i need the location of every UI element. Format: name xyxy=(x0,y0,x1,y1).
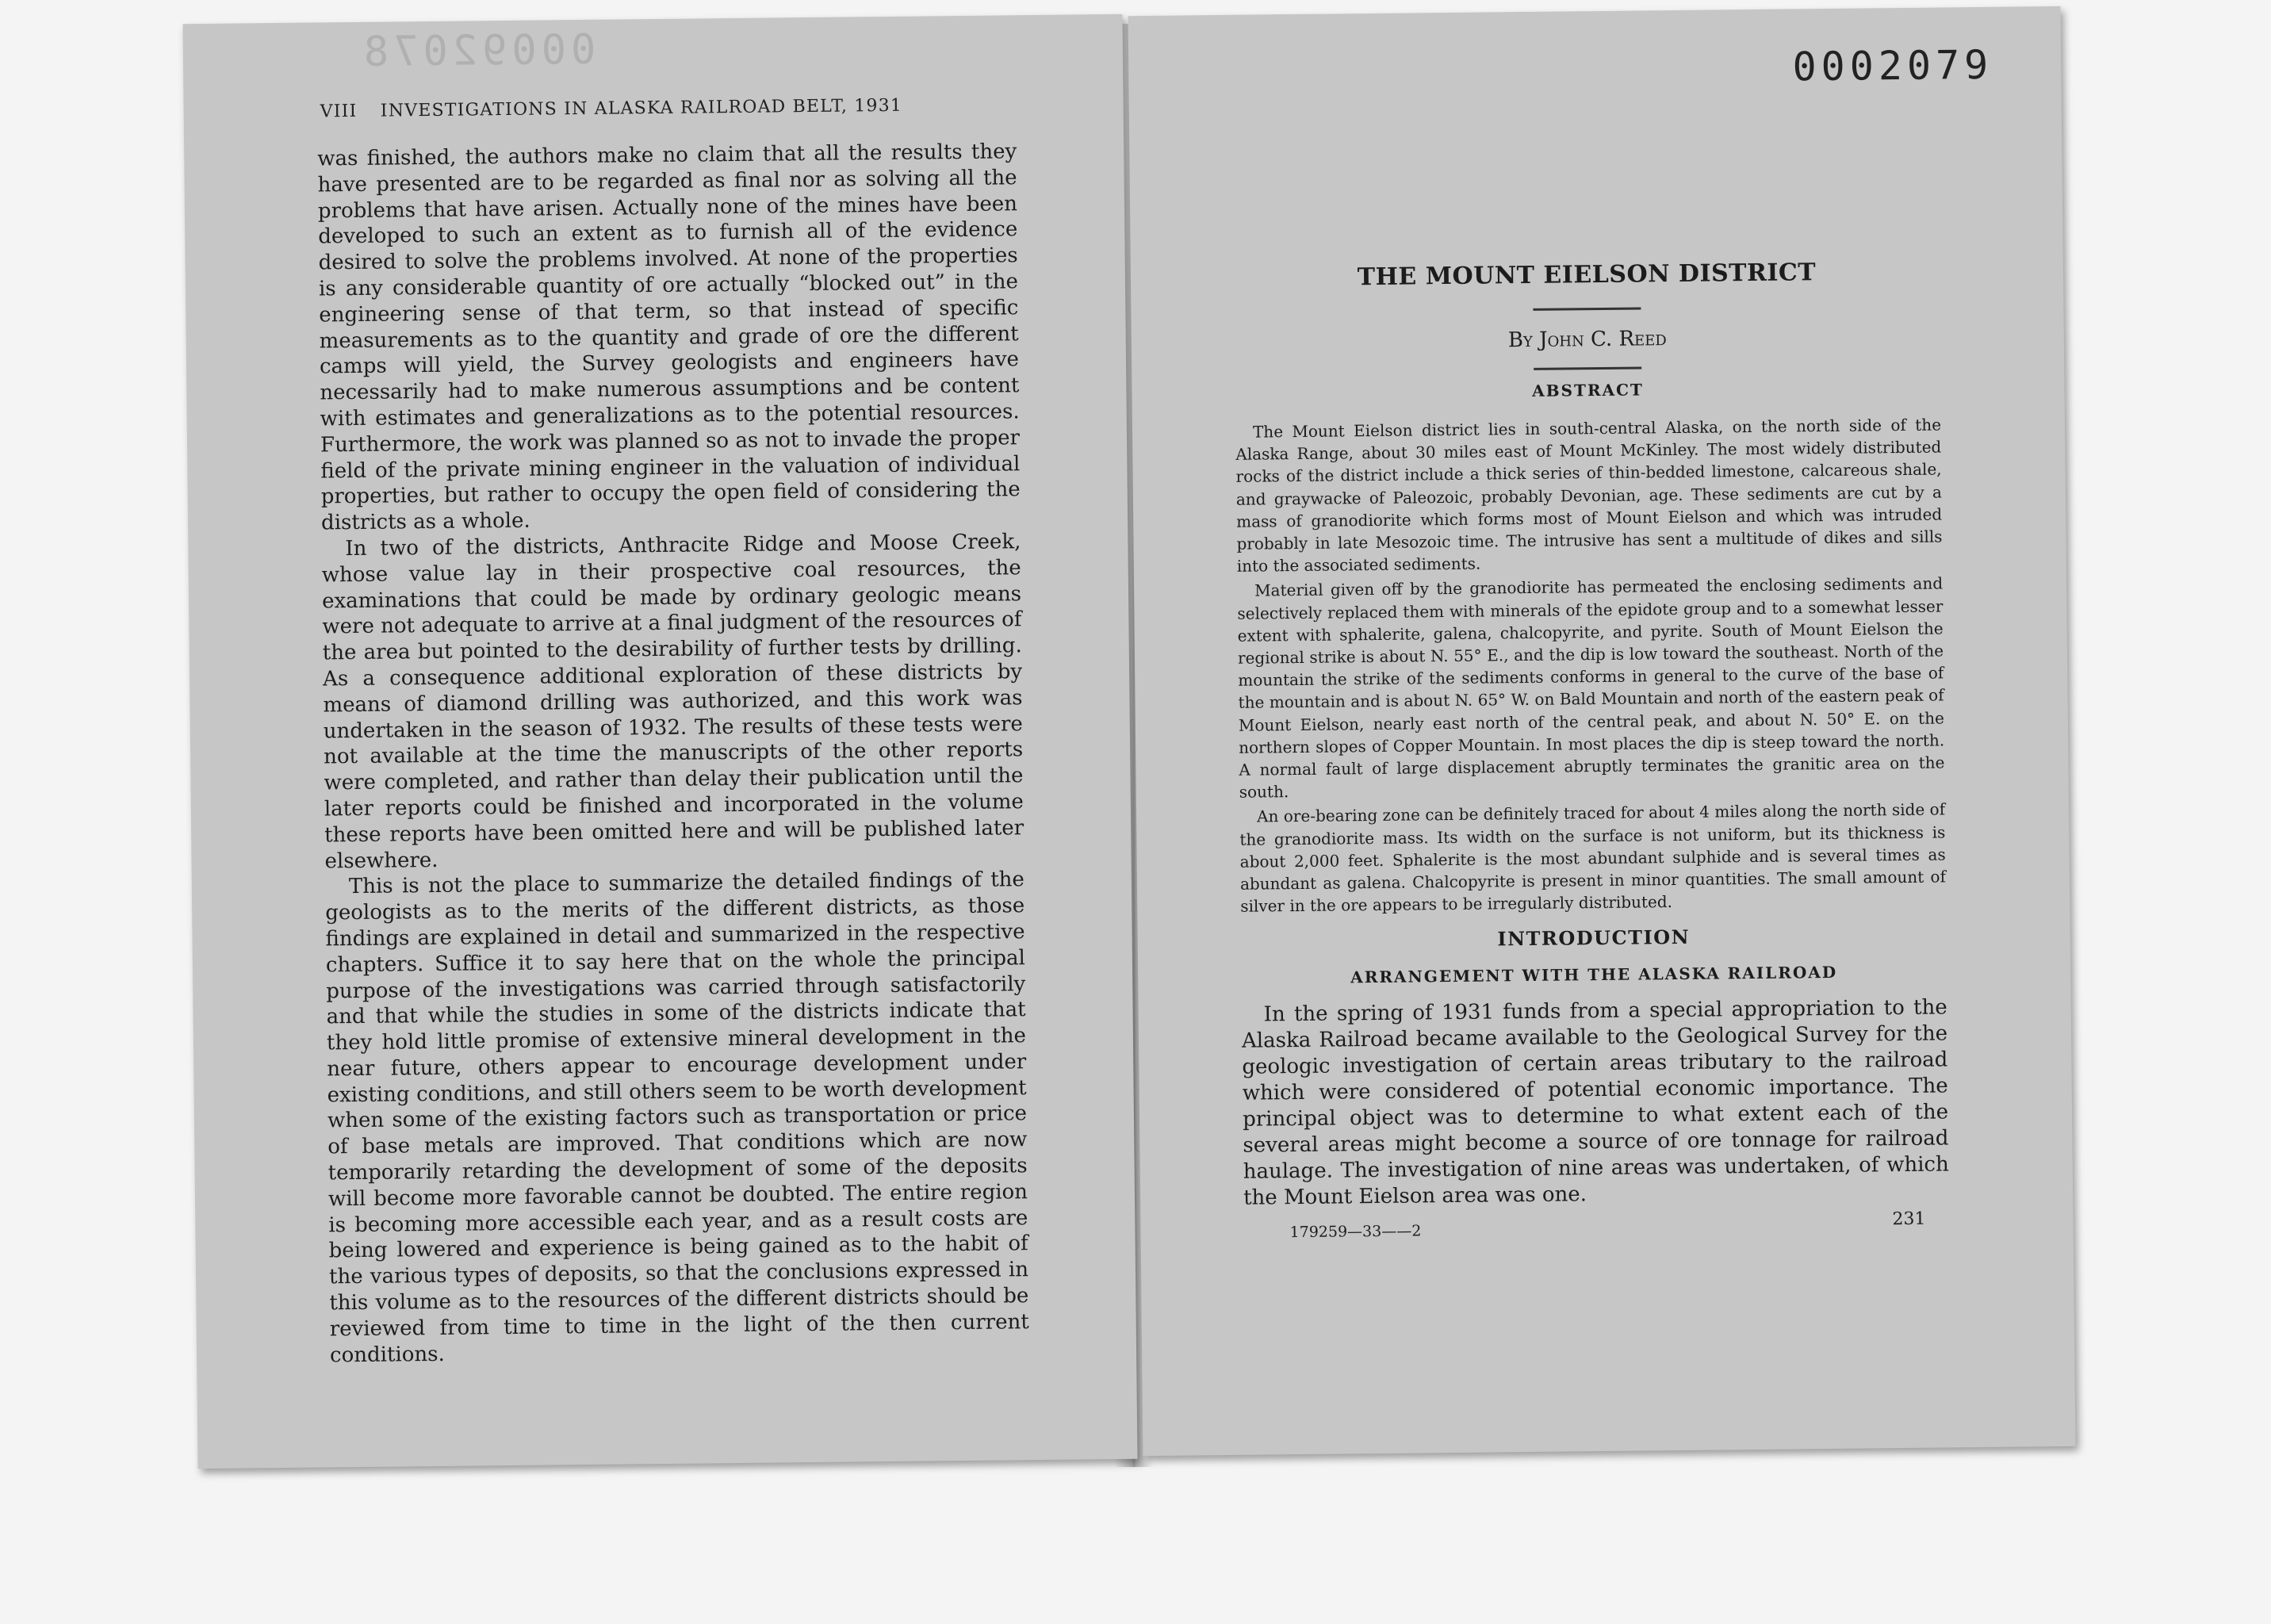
intro-paragraph: In the spring of 1931 funds from a special appropriation to the Alaska Railroad became available to the Geological Survey for the geologic investigation of certain areas tributary to the railroad which were considered of potential economic importance. The principal object was to determine to what extent each of the several areas might become a source of ore tonnage for railroad haulage. The investigation of nine areas was undertaken, of which the Mount Eielson area was one. xyxy=(1241,995,1949,1211)
paragraph: This is not the place to summarize the detailed findings of the geologists as to the merits of the different districts, as those findings are explained in detail and summarized in the respective chapters. Suffice it to say here that on the whole the principal purpose of the investigations was carried through satisfactorily and that while the studies in some of the districts indicate that they hold little promise of extensive mineral development in the near future, others appear to encourage development under existing conditions, and still others seem to be worth development when some of the existing factors such as transportation or price of base metals are improved. That conditions which are now temporarily retarding the development of some of the deposits will become more favorable cannot be doubted. The entire region is becoming more accessible each year, and as a result costs are being lowered and experience is being gained as to the habit of the various types of deposits, so that the conclusions expressed in this volume as to the resources of the different districts should be reviewed from time to time in the light of the then current conditions. xyxy=(325,868,1029,1368)
page-folio: VIII xyxy=(320,101,358,122)
chapter-title: THE MOUNT EIELSON DISTRICT xyxy=(1357,259,1817,292)
abstract-paragraph: The Mount Eielson district lies in south-central Alaska, on the north side of the Alaska Range, about 30 miles east of Mount McKinley. The most widely distributed rocks of the district include a thick series of thin-bedded limestone, calcareous shale, and graywacke of Paleozoic, probably Devonian, age. These sediments are cut by a mass of granodiorite which forms most of Mount Eielson and which was intruded probably in late Mesozoic time. The intrusive has sent a multitude of dikes and sills into the associated sediments. xyxy=(1235,415,1943,576)
right-page xyxy=(1128,6,2076,1456)
page-footer xyxy=(1243,1209,1949,1247)
paragraph: was finished, the authors make no claim that all the results they have presented are to be regarded as final nor as solving all the problems that have arisen. Actually none of the mines have been developed to such an extent as to furnish all of the evidence desired to solve the problems involved. At none of the properties is any considerable quantity of ore actually “blocked out” in the engineering sense of that term, so that instead of specific measurements as to the quantity and grade of ore the different camps will yield, the Survey geologists and engineers have necessarily had to make numerous assumptions and be content with estimates and generalizations as to the potential resources. Furthermore, the work was planned so as not to invade the proper field of the private mining engineer in the valuation of individual properties, but rather to occupy the open field of considering the districts as a whole. xyxy=(317,140,1021,535)
paragraph: In two of the districts, Anthracite Ridge and Moose Creek, whose value lay in their prospective coal resources, the examinations that could be made by ordinary geologic means were not adequate to arrive at a final judgment of the resources of the area but pointed to the desirability of further tests by drilling. As a consequence additional exploration of these districts by means of diamond drilling was authorized, and this work was undertaken in the season of 1932. The results of these tests were not available at the time the manuscripts of the other reports were completed, and rather than delay their publication until the later reports could be finished and incorporated in the volume these reports have been omitted here and will be published later elsewhere. xyxy=(321,530,1024,873)
page-number: 231 xyxy=(1892,1209,1926,1230)
section-subheading: ARRANGEMENT WITH THE ALASKA RAILROAD xyxy=(1350,963,1838,987)
running-head xyxy=(320,94,1055,122)
left-page xyxy=(182,14,1137,1469)
abstract-heading: ABSTRACT xyxy=(1532,380,1644,400)
abstract xyxy=(1235,413,1947,917)
introduction xyxy=(1242,995,1950,1212)
running-head-title: INVESTIGATIONS IN ALASKA RAILROAD BELT, 1931 xyxy=(380,95,903,121)
introduction-heading: INTRODUCTION xyxy=(1497,925,1691,951)
bleed-through-stamp: 00092078 xyxy=(358,25,596,76)
abstract-paragraph: Material given off by the granodiorite has permeated the enclosing sediments and selectively replaced them with minerals of the epidote group and to a somewhat lesser extent with sphalerite, galena, chalcopyrite, and pyrite. South of Mount Eielson the regional strike is about N. 55° E., and the dip is low toward the southeast. North of the mountain the strike of the sediments conforms in general to the curve of the base of the mountain and is about N. 65° W. on Bald Mountain and north of the eastern peak of Mount Eielson, nearly east north of the central peak, and about N. 50° E. on the northern slopes of Copper Mountain. In most places the dip is steep toward the north. A normal fault of large displacement abruptly terminates the granitic area on the south. xyxy=(1237,573,1945,802)
signature-mark: 179259—33——2 xyxy=(1289,1222,1422,1242)
abstract-paragraph: An ore-bearing zone can be definitely traced for about 4 miles along the north side of the granodiorite mass. Its width on the surface is not uniform, but its thickness is about 2,000 feet. Sphalerite is the most abundant sulphide and is several times as abundant as galena. Chalcopyrite is present in minor quantities. The small amount of silver in the ore appears to be irregularly distributed. xyxy=(1239,799,1947,917)
author-line: By John C. Reed xyxy=(1507,327,1667,353)
body-text xyxy=(317,139,1029,1369)
chapter-content xyxy=(1234,258,1950,1247)
title-rule xyxy=(1533,307,1641,310)
document-number-stamp: 0002079 xyxy=(1792,41,1993,90)
author-rule xyxy=(1534,366,1641,370)
